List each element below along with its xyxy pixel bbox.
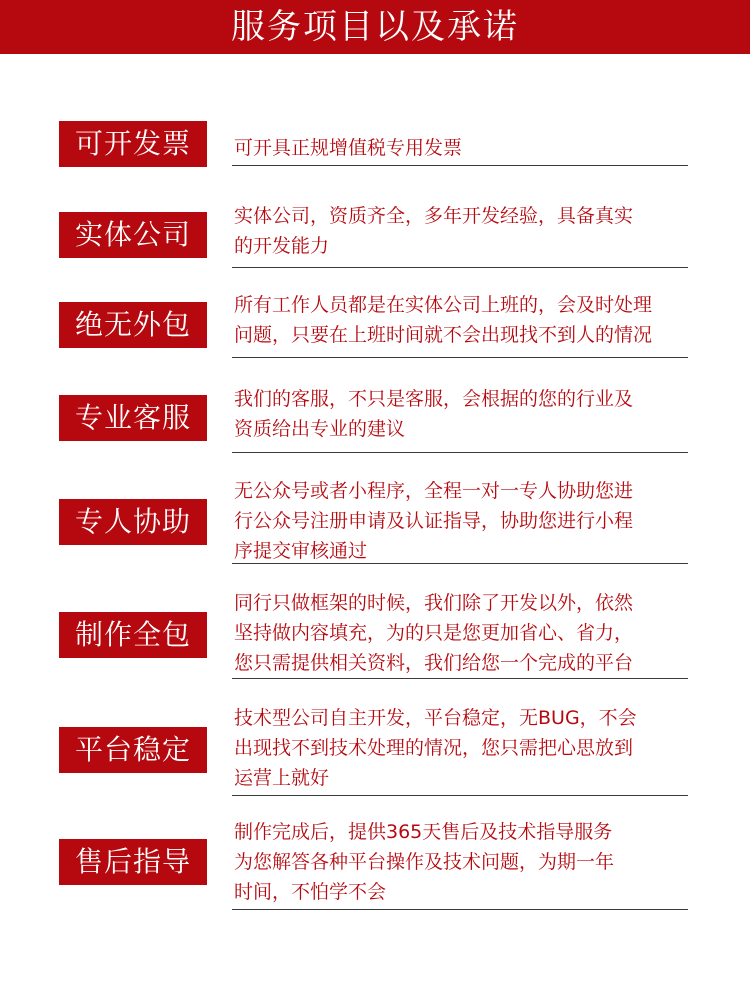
description — [234, 817, 694, 907]
badge: 实体公司 — [59, 212, 207, 258]
description-line: 资质给出专业的建议 — [234, 418, 406, 440]
badge: 可开发票 — [59, 121, 207, 167]
badge: 平台稳定 — [59, 727, 207, 773]
badge: 绝无外包 — [59, 302, 207, 348]
description — [234, 476, 694, 566]
divider — [232, 795, 688, 796]
description-line: 时间，不怕学不会 — [234, 881, 387, 903]
description-line: 运营上就好 — [234, 767, 330, 789]
description-line: 为您解答各种平台操作及技术问题，为期一年 — [234, 851, 615, 873]
badge: 专人协助 — [59, 499, 207, 545]
divider — [232, 563, 688, 564]
description — [234, 290, 694, 350]
description-line: 出现找不到技术处理的情况，您只需把心思放到 — [234, 737, 634, 759]
badge: 专业客服 — [59, 395, 207, 441]
description-line: 可开具正规增值税专用发票 — [234, 137, 463, 159]
divider — [232, 678, 688, 679]
description-line: 技术型公司自主开发，平台稳定，无BUG，不会 — [234, 707, 637, 729]
description — [234, 133, 694, 163]
description-line: 行公众号注册申请及认证指导，协助您进行小程 — [234, 510, 634, 532]
description-line: 我们的客服，不只是客服，会根据的您的行业及 — [234, 388, 634, 410]
description — [234, 201, 694, 261]
description-line: 的开发能力 — [234, 235, 330, 257]
divider — [232, 267, 688, 268]
description-line: 制作完成后，提供365天售后及技术指导服务 — [234, 821, 613, 843]
page-title: 服务项目以及承诺 — [0, 0, 750, 54]
divider — [232, 165, 688, 166]
description-line: 所有工作人员都是在实体公司上班的，会及时处理 — [234, 294, 653, 316]
description — [234, 384, 694, 444]
badge: 售后指导 — [59, 839, 207, 885]
description-line: 实体公司，资质齐全，多年开发经验，具备真实 — [234, 205, 634, 227]
badge: 制作全包 — [59, 612, 207, 658]
divider — [232, 452, 688, 453]
divider — [232, 357, 688, 358]
description-line: 同行只做框架的时候，我们除了开发以外，依然 — [234, 592, 634, 614]
divider — [232, 909, 688, 910]
description-line: 您只需提供相关资料，我们给您一个完成的平台 — [234, 652, 634, 674]
description-line: 坚持做内容填充，为的只是您更加省心、省力， — [234, 622, 634, 644]
description-line: 无公众号或者小程序，全程一对一专人协助您进 — [234, 480, 634, 502]
description-line: 问题，只要在上班时间就不会出现找不到人的情况 — [234, 324, 653, 346]
description — [234, 703, 694, 793]
description-line: 序提交审核通过 — [234, 540, 368, 562]
description — [234, 588, 694, 678]
